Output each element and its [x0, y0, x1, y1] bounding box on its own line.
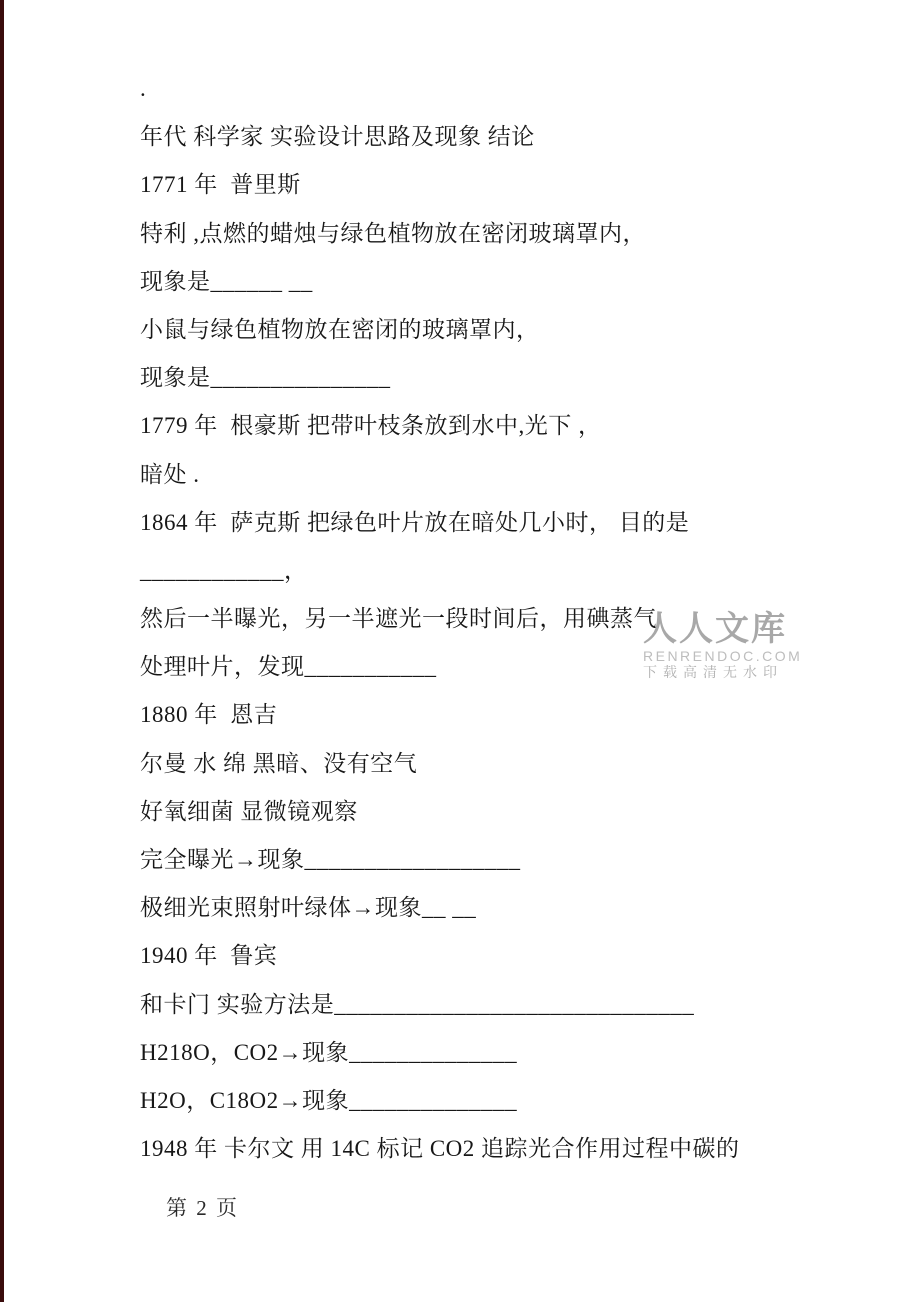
doc-line-blank: 和卡门 实验方法是______________________________ [140, 991, 695, 1017]
doc-line-blank: 现象是_______________ [140, 365, 391, 391]
doc-line: 1880 年 恩吉 [140, 702, 278, 728]
watermark-brand-text: 人人文库 [643, 610, 787, 648]
doc-line: 1948 年 卡尔文 用 14C 标记 CO2 追踪光合作用过程中碳的 [140, 1136, 740, 1162]
watermark-domain-text: RENRENDOC.COM [643, 648, 803, 664]
doc-line-blank: 完全曝光→现象__________________ [140, 847, 521, 872]
watermark-tagline-text: 下载高清无水印 [643, 664, 783, 680]
doc-line: 然后一半曝光，另一半遮光一段时间后，用碘蒸气 [140, 606, 657, 632]
page-number: 第 2 页 [166, 1196, 239, 1220]
doc-line: . [140, 76, 147, 101]
doc-line-blank: 极细光束照射叶绿体→现象__ __ [140, 895, 477, 921]
doc-line-blank: 处理叶片，发现___________ [140, 654, 437, 680]
doc-line: 1779 年 根豪斯 把带叶枝条放到水中,光下 ， [140, 413, 602, 439]
page-left-border [0, 0, 4, 1302]
doc-line: 暗处 . [140, 461, 200, 487]
doc-line-blank: 现象是______ __ [140, 268, 313, 294]
doc-line: 小鼠与绿色植物放在密闭的玻璃罩内， [140, 316, 540, 342]
doc-line: 1940 年 鲁宾 [140, 943, 278, 969]
doc-line: 特利 ,点燃的蜡烛与绿色植物放在密闭玻璃罩内， [140, 220, 646, 246]
doc-line: 1864 年 萨克斯 把绿色叶片放在暗处几小时， 目的是 [140, 509, 690, 535]
doc-line-blank: H218O，CO2→现象______________ [140, 1039, 518, 1065]
doc-line-table-header: 年代 科学家 实验设计思路及现象 结论 [140, 124, 535, 150]
doc-line-blank: ____________， [140, 557, 308, 583]
document-text-block [140, 65, 840, 1173]
doc-line: 尔曼 水 绵 黑暗、没有空气 [140, 750, 418, 776]
doc-line: 1771 年 普里斯 [140, 172, 301, 198]
doc-line: 好氧细菌 显微镜观察 [140, 798, 358, 824]
doc-line-blank: H2O，C18O2→现象______________ [140, 1087, 518, 1113]
